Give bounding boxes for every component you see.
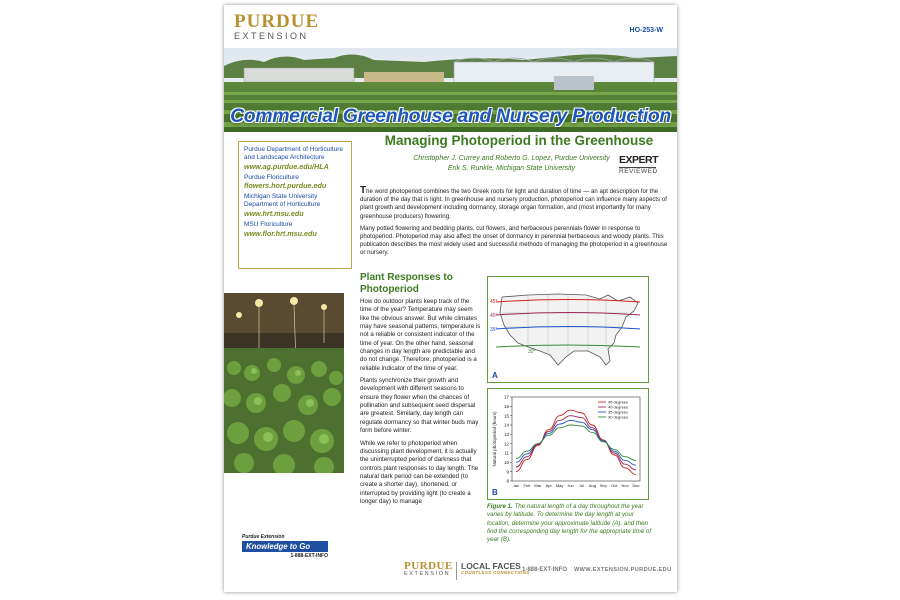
caption-text: The natural length of a day throughout the year varies by latitude. To determine the day length at your location, determine your approximate latitude (A), and then find the corresponding day length for the appropriate time of year (B).: [487, 503, 652, 544]
banner-title: Commercial Greenhouse and Nursery Production: [230, 105, 671, 127]
page-footer: [404, 561, 674, 583]
x-tick-label: Mar: [534, 483, 542, 488]
map-lat-label: 45°: [490, 299, 498, 305]
x-tick-label: Sep: [599, 483, 607, 488]
footer-local-sub: COUNTLESS CONNECTIONS: [461, 569, 530, 575]
caption-label: Figure 1.: [487, 503, 513, 510]
purdue-extension-logo: [234, 12, 319, 41]
x-tick-label: Apr: [545, 483, 552, 488]
link-url[interactable]: www.hrt.msu.edu: [244, 208, 304, 218]
legend-label: 35 degrees: [608, 409, 629, 415]
link-org: Michigan State University Department of Horticulture: [244, 193, 321, 209]
legend-label: 45 degrees: [608, 399, 629, 405]
link-block-msu-flor: [244, 221, 346, 238]
authors-line-1: Christopher J. Currey and Roberto G. Lopez, Purdue University: [413, 155, 610, 162]
badge-line-2: REVIEWED: [619, 167, 658, 175]
us-latitude-map: [488, 277, 648, 382]
y-tick-label: 15: [503, 413, 509, 419]
ktg-small-text: Purdue Extension: [242, 534, 285, 540]
drop-cap: T: [360, 185, 367, 196]
x-tick-label: Nov: [621, 483, 629, 488]
body-paragraph-3: While we refer to photoperiod when discussing plant development, it is actually the uninterrupted period of darkness that controls plant responses to day length. The natural dark period can be extended (to create a shorter day), shortened, or interrupted by providing light (to create a longer day) to manage: [360, 439, 479, 505]
logo-sub-text: EXTENSION: [234, 31, 309, 41]
x-tick-label: Jun: [567, 483, 574, 488]
intro-paragraph-1: [360, 185, 668, 221]
footer-logo-main: PURDUE: [404, 560, 453, 572]
figure-label-a: A: [492, 371, 498, 380]
y-tick-label: 9: [506, 469, 509, 475]
footer-website[interactable]: WWW.EXTENSION.PURDUE.EDU: [574, 567, 672, 573]
figure-a-latitude-map: [487, 276, 649, 383]
y-axis-label: Natural photoperiod (hours): [492, 411, 497, 467]
figure-label-b: B: [492, 488, 498, 497]
link-org: Purdue Floriculture: [244, 173, 299, 181]
y-tick-label: 17: [503, 394, 509, 400]
badge-line-1: EXPERT: [619, 154, 659, 166]
x-tick-label: Feb: [523, 483, 531, 488]
resource-links-box: [238, 141, 352, 269]
link-org: MSU Floriculture: [244, 220, 293, 228]
figure-b-daylength-chart: [487, 388, 649, 500]
legend-label: 40 degrees: [608, 404, 629, 410]
body-paragraph-2: Plants synchronize their growth and development with different seasons to ensure they flower when the chances of pollination and subsequent seed dispersal are greatest. Similarly, day length can regulate dormancy so that winter buds may form before winter.: [360, 377, 479, 435]
knowledge-to-go-logo: [242, 534, 328, 559]
x-tick-label: Aug: [588, 483, 596, 488]
logo-main-text: PURDUE: [234, 11, 320, 32]
map-lat-label: 35°: [490, 327, 498, 333]
footer-logo: [404, 561, 453, 578]
footer-logo-sub: EXTENSION: [404, 571, 451, 577]
series-line: [516, 416, 636, 470]
link-block-floriculture: [244, 174, 346, 191]
document-code: HO-253-W: [629, 27, 663, 34]
greenhouse-lamps-photo: [224, 293, 344, 473]
footer-local-text: LOCAL FACES: [461, 561, 521, 571]
intro-paragraph-2: Many potted flowering and bedding plants, cut flowers, and herbaceous perennials flower in response to photoperiod. Photoperiod may also affect the onset of dormancy in perennial herbaceous and woody plants. This publication describes the most widely used and successful methods of managing the photoperiod in a greenhouse or nursery.: [360, 224, 668, 257]
daylength-chart: [488, 389, 648, 499]
y-tick-label: 16: [503, 403, 509, 409]
article-authors: [384, 154, 639, 174]
footer-local-faces: [461, 562, 530, 575]
x-tick-label: May: [555, 483, 564, 488]
figure-caption: [487, 503, 657, 544]
y-tick-label: 10: [503, 459, 509, 465]
section-heading: Plant Responses to Photoperiod: [360, 272, 453, 295]
map-lat-label: 30°: [528, 349, 536, 355]
link-block-msu-hort: [244, 193, 346, 218]
link-org: Purdue Department of Horticulture and Landscape Architecture: [244, 146, 343, 161]
x-tick-label: Dec: [632, 483, 640, 488]
document-page: [224, 5, 677, 592]
link-url[interactable]: flowers.hort.purdue.edu: [244, 181, 327, 191]
y-tick-label: 11: [504, 450, 509, 456]
map-lat-label: 40°: [490, 313, 498, 319]
authors-line-2: Erik S. Runkle, Michigan State University: [447, 165, 576, 172]
series-line: [516, 410, 636, 474]
article-title: Managing Photoperiod in the Greenhouse: [384, 133, 654, 148]
link-url[interactable]: www.flor.hrt.msu.edu: [244, 228, 317, 238]
y-tick-label: 13: [503, 431, 509, 437]
footer-phone: 1-888-EXT-INFO: [522, 567, 568, 573]
body-column: [360, 298, 481, 510]
y-tick-label: 12: [503, 441, 509, 447]
y-tick-label: 14: [503, 422, 509, 428]
greenhouse-photo: [224, 293, 344, 473]
body-paragraph-1: How do outdoor plants keep track of the time of the year? Temperature may seem like the obvious answer. But while climates may have seasonal patterns, temperature is not a reliable or consistent indicator of the time of year. On the other hand, seasonal changes in day length are predictable and do not change. Therefore, photoperiod is a reliable indicator of the time of year.: [360, 298, 481, 372]
footer-divider: [456, 562, 457, 580]
legend-label: 30 degrees: [608, 414, 629, 420]
x-tick-label: Oct: [611, 483, 618, 488]
y-tick-label: 8: [506, 478, 509, 484]
intro-text: [360, 185, 668, 262]
ktg-phone-text: 1-888-EXT-INFO: [290, 553, 328, 559]
x-tick-label: Jan: [512, 483, 520, 488]
greenhouse-banner: [224, 48, 677, 132]
ktg-bar-text: Knowledge to Go: [242, 541, 328, 552]
link-url[interactable]: www.ag.purdue.edu/HLA: [244, 161, 329, 171]
intro-p1-text: he word photoperiod combines the two Greek roots for light and duration of time — an apt description for the duration of the day that is light. In greenhouse and nursery production, photoperiod can influence many aspects of plant growth and development including dormancy, storage organ formation, and (most importantly for many greenhouse producers) flowering.: [360, 188, 667, 220]
x-tick-label: Jul: [578, 483, 585, 488]
link-block-hla: [244, 146, 346, 171]
expert-reviewed-badge: [619, 154, 659, 181]
